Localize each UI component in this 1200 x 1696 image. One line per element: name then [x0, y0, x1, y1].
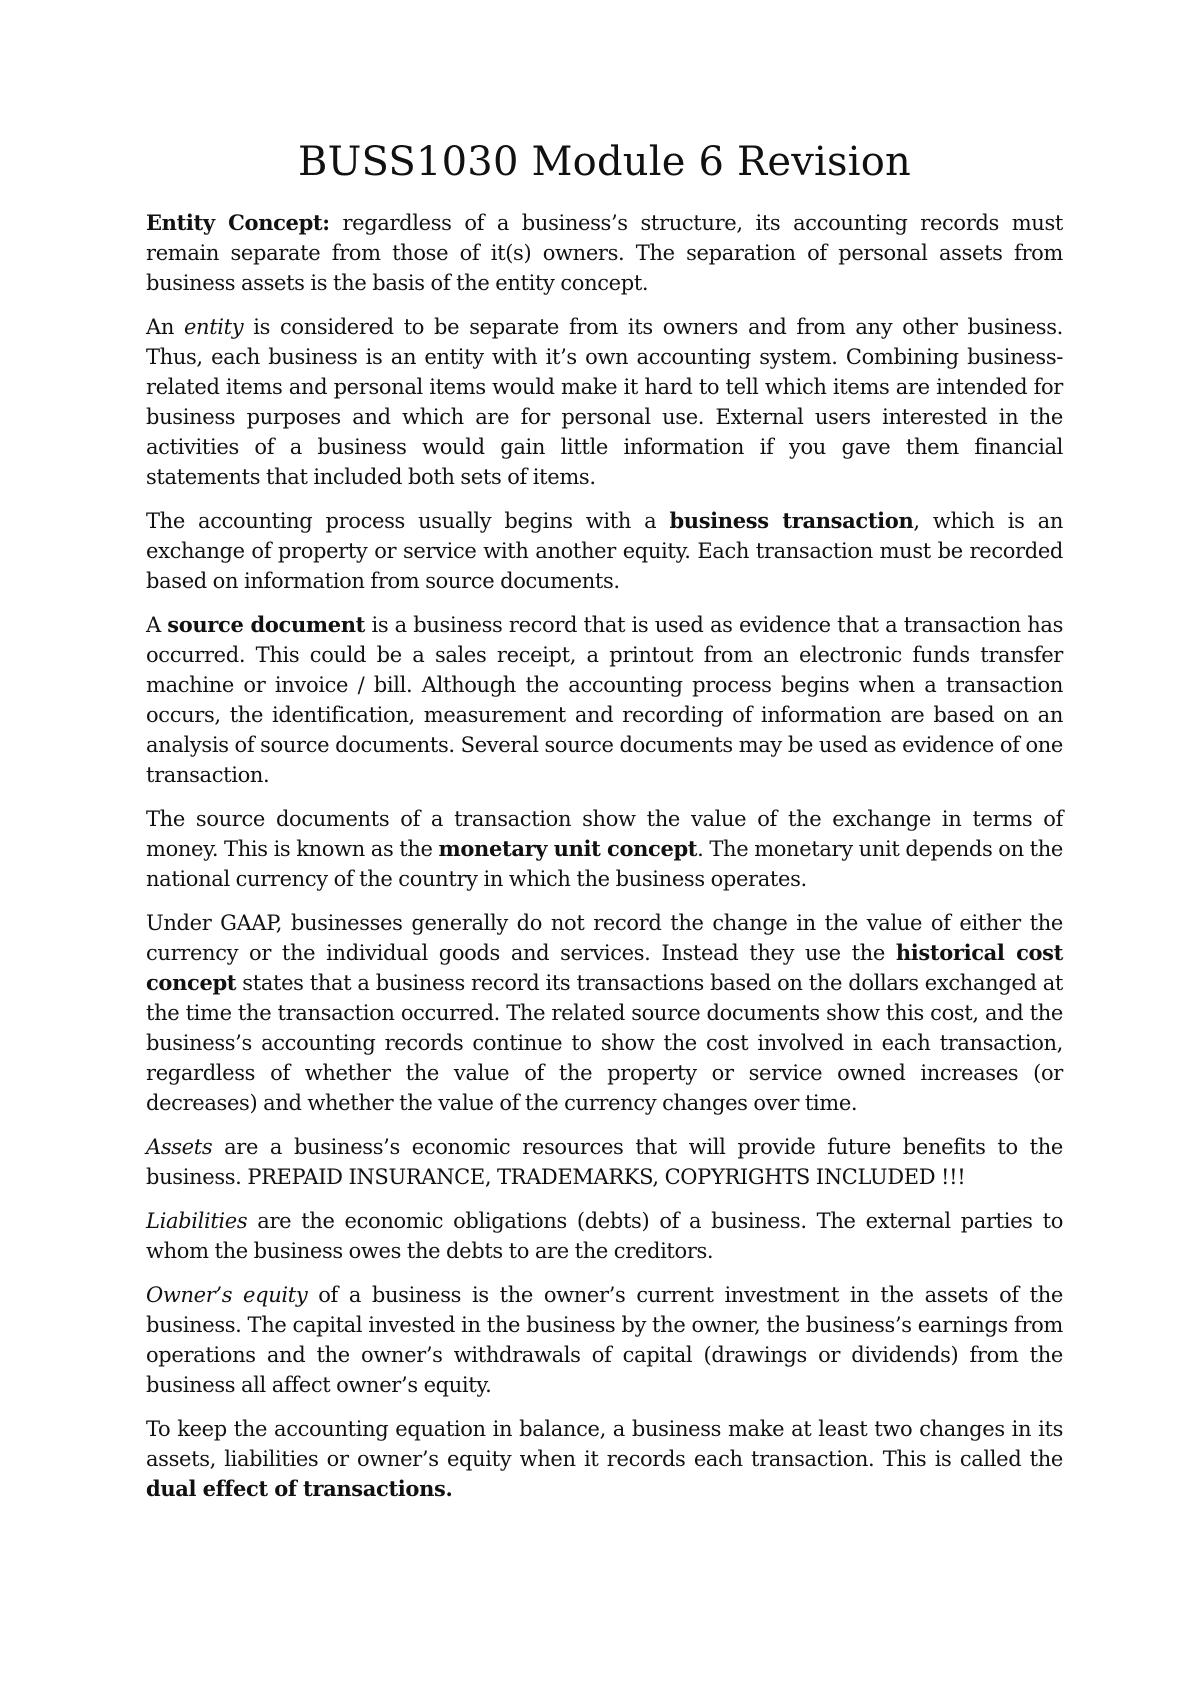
paragraph-monetary-unit: [146, 804, 1063, 894]
paragraph-text: are a business’s economic resources that will provide future benefits to the business. PREPAID INSURANCE, TRADEMARKS, COPYRIGHTS INCLUDED !!!: [146, 1135, 1063, 1189]
paragraph-lead: Under GAAP, businesses generally do not record the change in the value of either the currency or the individual goods and services. Instead they use the: [146, 911, 1063, 965]
term-entity: entity: [183, 315, 244, 339]
term-assets: Assets: [146, 1135, 213, 1159]
paragraph-text: states that a business record its transactions based on the dollars exchanged at the time the transaction occurred. The related source documents show this cost, and the business’s accounting records continue to show the cost involved in each transaction, regardless of whether the value of the property or service owned increases (or decreases) and whether the value of the currency changes over time.: [146, 971, 1063, 1115]
term-entity-concept: Entity Concept:: [146, 210, 330, 235]
paragraph-text: of a business is the owner’s current investment in the assets of the business. The capital invested in the business by the owner, the business’s earnings from operations and the owner’s withdrawals of capital (drawings or dividends) from the business all affect owner’s equity.: [146, 1283, 1064, 1397]
paragraph-lead: The accounting process usually begins with a: [146, 509, 670, 533]
paragraph-text: , which is an exchange of property or service with another equity. Each transaction must be recorded based on information from source documents.: [146, 509, 1063, 593]
paragraph-lead: To keep the accounting equation in balance, a business make at least two changes in its assets, liabilities or owner’s equity when it records each transaction. This is called the: [146, 1417, 1063, 1471]
paragraph-liabilities: [146, 1206, 1063, 1266]
paragraph-historical-cost: [146, 908, 1063, 1118]
term-dual-effect: dual effect of transactions.: [146, 1476, 453, 1501]
paragraph-text: is a business record that is used as evidence that a transaction has occurred. This could be a sales receipt, a printout from an electronic funds transfer machine or invoice / bill. Although the accounting process begins when a transaction occurs, the identification, measurement and recording of information are based on an analysis of source documents. Several source documents may be used as evidence of one transaction.: [146, 613, 1063, 787]
paragraph-text: are the economic obligations (debts) of a business. The external parties to whom the business owes the debts to are the creditors.: [146, 1209, 1063, 1263]
paragraph-lead: A: [146, 613, 168, 637]
paragraph-text: . The monetary unit depends on the national currency of the country in which the business operates.: [146, 837, 1063, 891]
paragraph-source-document: [146, 610, 1063, 790]
paragraph-entity: [146, 312, 1063, 492]
paragraph-entity-concept: [146, 208, 1063, 298]
paragraph-owners-equity: [146, 1280, 1063, 1400]
term-source-document: source document: [167, 612, 366, 637]
term-owners-equity: Owner’s equity: [146, 1283, 308, 1307]
term-business-transaction: business transaction: [669, 508, 914, 533]
paragraph-business-transaction: [146, 506, 1063, 596]
page-title: BUSS1030 Module 6 Revision: [297, 139, 911, 185]
term-historical-cost-concept: historical cost concept: [146, 940, 1063, 995]
paragraph-lead: An: [146, 315, 184, 339]
paragraph-assets: [146, 1132, 1063, 1192]
term-monetary-unit-concept: monetary unit concept: [438, 836, 698, 861]
term-liabilities: Liabilities: [146, 1209, 248, 1233]
paragraph-text: is considered to be separate from its owners and from any other business. Thus, each business is an entity with it’s own accounting system. Combining business-related items and personal items would make it hard to tell which items are intended for business purposes and which are for personal use. External users interested in the activities of a business would gain little information if you gave them financial statements that included both sets of items.: [146, 315, 1063, 489]
paragraph-lead: The source documents of a transaction show the value of the exchange in terms of money. This is known as the: [146, 807, 1063, 861]
paragraph-dual-effect: [146, 1414, 1063, 1504]
paragraph-text: regardless of a business’s structure, its accounting records must remain separate from those of it(s) owners. The separation of personal assets from business assets is the basis of the entity concept.: [146, 211, 1063, 295]
